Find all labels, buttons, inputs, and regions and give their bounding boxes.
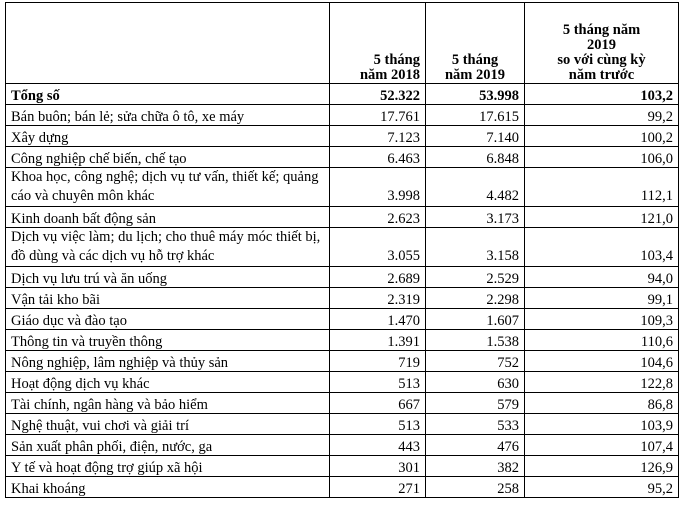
value-2018: 2.623 bbox=[330, 207, 426, 228]
value-percent: 103,4 bbox=[525, 228, 679, 267]
sector-name: Sản xuất phân phối, điện, nước, ga bbox=[6, 435, 330, 456]
header-percent-line-4: năm trước bbox=[568, 67, 635, 83]
value-2019: 382 bbox=[426, 456, 525, 477]
sector-name: Nghệ thuật, vui chơi và giải trí bbox=[6, 414, 330, 435]
total-percent: 103,2 bbox=[525, 84, 679, 105]
value-2019: 630 bbox=[426, 372, 525, 393]
value-2018: 271 bbox=[330, 477, 426, 498]
value-2019: 752 bbox=[426, 351, 525, 372]
table-row bbox=[6, 477, 679, 498]
sector-name: Bán buôn; bán lẻ; sửa chữa ô tô, xe máy bbox=[6, 105, 330, 126]
value-2018: 2.319 bbox=[330, 288, 426, 309]
table-row bbox=[6, 330, 679, 351]
header-percent-line-2: 2019 bbox=[587, 37, 616, 53]
header-percent bbox=[525, 3, 679, 84]
value-2018: 719 bbox=[330, 351, 426, 372]
table-row bbox=[6, 414, 679, 435]
value-2019: 1.607 bbox=[426, 309, 525, 330]
value-2019: 2.529 bbox=[426, 267, 525, 288]
sector-name: Giáo dục và đào tạo bbox=[6, 309, 330, 330]
table-row bbox=[6, 267, 679, 288]
sector-name: Hoạt động dịch vụ khác bbox=[6, 372, 330, 393]
value-2019: 4.482 bbox=[426, 168, 525, 207]
value-2019: 3.158 bbox=[426, 228, 525, 267]
total-row bbox=[6, 84, 679, 105]
sector-name: Nông nghiệp, lâm nghiệp và thủy sản bbox=[6, 351, 330, 372]
value-2018: 1.470 bbox=[330, 309, 426, 330]
value-percent: 121,0 bbox=[525, 207, 679, 228]
value-percent: 95,2 bbox=[525, 477, 679, 498]
sector-name: Dịch vụ lưu trú và ăn uống bbox=[6, 267, 330, 288]
table-row bbox=[6, 147, 679, 168]
header-2018-line-1: 5 tháng bbox=[373, 52, 420, 68]
total-2018: 52.322 bbox=[330, 84, 426, 105]
header-2019 bbox=[426, 3, 525, 84]
value-2019: 258 bbox=[426, 477, 525, 498]
sector-name: Xây dựng bbox=[6, 126, 330, 147]
value-2018: 1.391 bbox=[330, 330, 426, 351]
header-2018 bbox=[330, 3, 426, 84]
value-2019: 579 bbox=[426, 393, 525, 414]
value-2018: 2.689 bbox=[330, 267, 426, 288]
sector-name: Dịch vụ việc làm; du lịch; cho thuê máy móc thiết bị, đồ dùng và các dịch vụ hỗ trợ khác bbox=[6, 228, 330, 267]
table-row bbox=[6, 351, 679, 372]
table-row bbox=[6, 456, 679, 477]
value-percent: 112,1 bbox=[525, 168, 679, 207]
header-2019-line-1: 5 tháng bbox=[451, 52, 499, 68]
value-percent: 94,0 bbox=[525, 267, 679, 288]
table-row bbox=[6, 393, 679, 414]
value-percent: 106,0 bbox=[525, 147, 679, 168]
header-percent-line-1: 5 tháng năm bbox=[562, 22, 641, 38]
value-2018: 7.123 bbox=[330, 126, 426, 147]
total-2019: 53.998 bbox=[426, 84, 525, 105]
sector-name: Y tế và hoạt động trợ giúp xã hội bbox=[6, 456, 330, 477]
statistics-table bbox=[5, 2, 679, 498]
value-percent: 86,8 bbox=[525, 393, 679, 414]
table-row bbox=[6, 288, 679, 309]
value-2018: 6.463 bbox=[330, 147, 426, 168]
value-percent: 110,6 bbox=[525, 330, 679, 351]
value-2018: 3.998 bbox=[330, 168, 426, 207]
value-2019: 2.298 bbox=[426, 288, 525, 309]
value-2018: 513 bbox=[330, 414, 426, 435]
header-sector bbox=[6, 3, 330, 84]
value-2018: 3.055 bbox=[330, 228, 426, 267]
sector-name: Công nghiệp chế biến, chế tạo bbox=[6, 147, 330, 168]
value-2019: 6.848 bbox=[426, 147, 525, 168]
value-percent: 103,9 bbox=[525, 414, 679, 435]
sector-name: Tài chính, ngân hàng và bảo hiểm bbox=[6, 393, 330, 414]
sector-name: Kinh doanh bất động sản bbox=[6, 207, 330, 228]
total-label: Tổng số bbox=[6, 84, 330, 105]
value-percent: 122,8 bbox=[525, 372, 679, 393]
value-percent: 99,1 bbox=[525, 288, 679, 309]
header-2018-line-2: năm 2018 bbox=[359, 67, 420, 83]
header-percent-line-3: so với cùng kỳ bbox=[557, 52, 646, 68]
value-percent: 104,6 bbox=[525, 351, 679, 372]
table-row bbox=[6, 372, 679, 393]
sector-name: Khoa học, công nghệ; dịch vụ tư vấn, thiết kế; quảng cáo và chuyên môn khác bbox=[6, 168, 330, 207]
value-2019: 533 bbox=[426, 414, 525, 435]
sector-name: Vận tải kho bãi bbox=[6, 288, 330, 309]
sector-name: Khai khoáng bbox=[6, 477, 330, 498]
value-2019: 7.140 bbox=[426, 126, 525, 147]
value-percent: 109,3 bbox=[525, 309, 679, 330]
value-2019: 17.615 bbox=[426, 105, 525, 126]
value-2018: 513 bbox=[330, 372, 426, 393]
value-percent: 100,2 bbox=[525, 126, 679, 147]
table-row bbox=[6, 309, 679, 330]
header-2019-line-2: năm 2019 bbox=[444, 67, 506, 83]
value-2018: 667 bbox=[330, 393, 426, 414]
table-row bbox=[6, 105, 679, 126]
value-2018: 443 bbox=[330, 435, 426, 456]
header-row bbox=[6, 3, 679, 84]
table-row bbox=[6, 126, 679, 147]
value-2019: 1.538 bbox=[426, 330, 525, 351]
table-row bbox=[6, 228, 679, 267]
value-2018: 301 bbox=[330, 456, 426, 477]
value-2019: 476 bbox=[426, 435, 525, 456]
sector-name: Thông tin và truyền thông bbox=[6, 330, 330, 351]
value-percent: 99,2 bbox=[525, 105, 679, 126]
value-percent: 107,4 bbox=[525, 435, 679, 456]
table-row bbox=[6, 168, 679, 207]
value-2018: 17.761 bbox=[330, 105, 426, 126]
value-2019: 3.173 bbox=[426, 207, 525, 228]
value-percent: 126,9 bbox=[525, 456, 679, 477]
table-row bbox=[6, 435, 679, 456]
table-row bbox=[6, 207, 679, 228]
